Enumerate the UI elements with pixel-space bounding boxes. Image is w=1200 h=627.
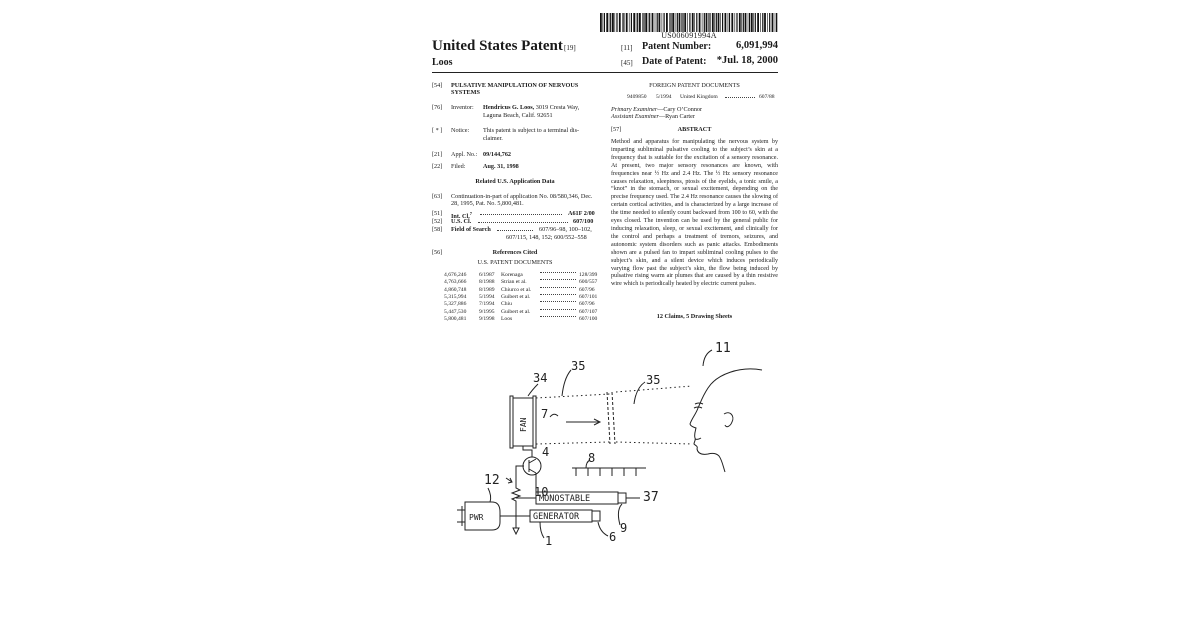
barcode-bar — [751, 13, 753, 32]
barcode-bar — [745, 13, 747, 32]
appl-label: Appl. No.: — [451, 151, 478, 158]
barcode-bar — [729, 13, 730, 32]
barcode-bar — [616, 13, 617, 32]
assistant-value: —Ryan Carter — [658, 113, 695, 120]
related-line1: Continuation-in-part of application No. 08/580,346, Dec. — [451, 193, 593, 200]
leader-35a — [562, 370, 571, 396]
barcode-bar — [629, 13, 630, 32]
ref-number: 5,800,481 — [444, 315, 467, 322]
ref-1: 1 — [545, 534, 553, 548]
field-code: [ * ] — [432, 127, 443, 134]
date-label: Date of Patent: — [642, 56, 707, 67]
barcode-bar — [767, 13, 768, 32]
barcode-bar — [606, 13, 608, 32]
ref-number: 4,676,246 — [444, 272, 467, 278]
ref-name: Guibert et al. — [501, 308, 531, 315]
barcode-bar — [679, 13, 681, 32]
barcode-bar — [720, 13, 721, 32]
field-code: [57] — [611, 126, 622, 133]
fan-wire — [523, 446, 532, 457]
ref-35a: 35 — [571, 359, 586, 373]
leader-35b — [634, 382, 645, 404]
barcode-bar — [609, 13, 610, 32]
monostable-knob — [618, 493, 626, 503]
search-value1: 607/96–98, 100–102, — [539, 226, 592, 233]
airflow-bottom — [536, 442, 692, 444]
ref-12: 12 — [484, 473, 500, 488]
ref-number: 5,315,994 — [444, 293, 467, 300]
ref-34: 34 — [533, 371, 548, 385]
resistor — [512, 484, 520, 504]
patent-drawing — [440, 332, 800, 557]
ref-class: 607/96 — [579, 286, 595, 293]
field-code: [58] — [432, 226, 443, 233]
barcode-bar — [643, 13, 644, 32]
field-code: [76] — [432, 104, 443, 111]
ear — [724, 413, 733, 427]
leader-34 — [528, 384, 538, 396]
ref-10: 10 — [534, 485, 549, 499]
intcl-label-text: Int. Cl. — [451, 213, 470, 221]
search-leader — [497, 226, 535, 233]
ref-date: 5/1994 — [479, 293, 495, 300]
head-profile — [690, 369, 762, 472]
foreign-cls: 607/88 — [759, 94, 775, 100]
reference-row — [444, 301, 598, 308]
notice-line1: This patent is subject to a terminal dis- — [483, 127, 580, 134]
brow — [695, 403, 703, 404]
fan-label: FAN — [519, 417, 528, 432]
generator-knob — [592, 511, 600, 521]
date-code: [45] — [621, 59, 633, 67]
reference-row — [444, 287, 598, 294]
invention-title-line1: PULSATIVE MANIPULATION OF NERVOUS — [451, 82, 579, 89]
barcode-bar — [681, 13, 682, 32]
barcode-bar — [612, 13, 614, 32]
barcode-bar — [642, 13, 643, 32]
barcode-bar — [753, 13, 754, 32]
reference-row — [444, 279, 598, 286]
barcode-bar — [652, 13, 654, 32]
ref-6: 6 — [609, 530, 617, 544]
assistant-examiner — [611, 113, 695, 120]
barcode-bar — [670, 13, 671, 32]
mouth — [695, 438, 701, 439]
barcode-bar — [645, 13, 647, 32]
ref-name: Strian et al. — [501, 279, 527, 286]
barcode-bar — [636, 13, 637, 32]
ref-class: 607/100 — [579, 315, 598, 322]
barcode-bar — [755, 13, 756, 32]
barcode-bar — [603, 13, 604, 32]
inventor-name: Hendricus G. Loos, — [483, 104, 535, 111]
barcode-bar — [687, 13, 688, 32]
leader-6 — [598, 522, 608, 536]
refs-heading: References Cited — [492, 249, 538, 256]
inventor-full — [483, 104, 579, 111]
barcode-bar — [639, 13, 641, 32]
ref-name: Korenaga — [501, 272, 523, 278]
barcode-bar — [714, 13, 715, 32]
airflow-top — [536, 386, 692, 398]
ref-class: 607/96 — [579, 301, 595, 308]
monostable-label: MONOSTABLE — [539, 494, 591, 504]
reference-row — [444, 294, 598, 301]
barcode-bar — [704, 13, 705, 32]
barcode-bar — [619, 13, 621, 32]
foreign-heading: FOREIGN PATENT DOCUMENTS — [649, 82, 740, 89]
barcode-bar — [675, 13, 676, 32]
barcode-bar — [626, 13, 628, 32]
barcode-bar — [739, 13, 741, 32]
barcode-bar — [631, 13, 632, 32]
ref-class: 128/399 — [579, 272, 598, 278]
barcode-bar — [706, 13, 708, 32]
barcode-bar — [735, 13, 736, 32]
header-divider — [432, 72, 778, 73]
barcode-bar — [692, 13, 694, 32]
field-code: [51] — [432, 210, 443, 217]
appl-value: 09/144,762 — [483, 151, 512, 158]
ref-name: Loos — [501, 315, 513, 322]
ref-date: 9/1995 — [479, 308, 495, 315]
barcode-bar — [604, 13, 605, 32]
field-code: [21] — [432, 151, 443, 158]
barcode-bar — [694, 13, 695, 32]
ref-4: 4 — [542, 445, 550, 459]
plug-prongs — [457, 506, 465, 526]
invention-title-line2: SYSTEMS — [451, 89, 480, 96]
barcode-bar — [772, 13, 774, 32]
barcode-bar — [699, 13, 701, 32]
ref-date: 6/1987 — [479, 272, 495, 278]
barcode-bar — [696, 13, 697, 32]
uscl-label: U.S. Cl. — [451, 218, 472, 225]
barcode-bar — [655, 13, 656, 32]
intcl-sup: 7 — [469, 211, 472, 216]
barcode-bar — [749, 13, 750, 32]
barcode-bar — [760, 13, 761, 32]
ref-9: 9 — [620, 521, 628, 535]
barcode-bar — [648, 13, 649, 32]
barcode-bar — [615, 13, 616, 32]
flow-arrow — [550, 414, 600, 425]
barcode-bar — [649, 13, 650, 32]
barcode-bar — [725, 13, 727, 32]
field-code: [56] — [432, 249, 443, 256]
barcode-bar — [762, 13, 763, 32]
barcode-bar — [728, 13, 729, 32]
leader-1 — [540, 522, 544, 538]
ref-number: 5,327,886 — [444, 301, 467, 308]
ref-8: 8 — [588, 451, 596, 465]
inventor-address1: 3019 Cresta Way, — [535, 104, 580, 111]
pulse-train — [572, 468, 646, 476]
barcode-bar — [716, 13, 717, 32]
barcode-bar — [664, 13, 665, 32]
refs-subheading: U.S. PATENT DOCUMENTS — [477, 259, 553, 266]
ref-number: 4,763,666 — [444, 279, 467, 286]
barcode-bar — [708, 13, 709, 32]
ref-11: 11 — [715, 341, 731, 356]
barcode-bar — [775, 13, 776, 32]
field-code: [63] — [432, 193, 443, 200]
ref-37: 37 — [643, 490, 659, 505]
barcode-bar — [633, 13, 635, 32]
barcode-bar — [769, 13, 770, 32]
intcl-value: A61F 2/00 — [568, 210, 595, 217]
patent-number-code: [11] — [621, 44, 633, 52]
intcl-leader — [480, 210, 564, 217]
leader-11 — [703, 350, 712, 366]
inventor-label: Inventor: — [451, 104, 474, 111]
notice-line2: claimer. — [483, 135, 503, 142]
barcode-bar — [712, 13, 714, 32]
fan-bracket-right — [533, 396, 536, 448]
barcode-bar — [657, 13, 658, 32]
abstract-heading: ABSTRACT — [677, 126, 712, 133]
title-code: [19] — [564, 44, 576, 52]
reference-row — [444, 316, 598, 323]
field-code: [52] — [432, 218, 443, 225]
barcode-bar — [764, 13, 766, 32]
patent-number: 6,091,994 — [736, 40, 778, 51]
barcode-bar — [743, 13, 744, 32]
barcode-bar — [600, 13, 602, 32]
barcode-bar — [722, 13, 723, 32]
patent-number-label: Patent Number: — [642, 41, 712, 52]
barcode-bar — [666, 13, 668, 32]
barcode-bar — [748, 13, 749, 32]
field-code: [54] — [432, 82, 443, 89]
filed-value: Aug. 31, 1998 — [483, 163, 519, 170]
ref-date: 8/1989 — [479, 286, 495, 293]
foreign-country: United Kingdom — [680, 94, 718, 100]
related-heading: Related U.S. Application Data — [475, 178, 555, 185]
barcode-bar — [709, 13, 710, 32]
reference-row — [444, 309, 598, 316]
ref-name: Guibert et al. — [501, 293, 531, 300]
airflow-break — [607, 392, 615, 444]
primary-value: —Cary O’Connor — [657, 106, 703, 113]
barcode-bar — [702, 13, 703, 32]
barcode-bar — [610, 13, 611, 32]
wiring — [506, 478, 536, 534]
leader-12 — [488, 488, 491, 502]
ref-name: Chiu — [501, 301, 512, 308]
ref-class: 607/107 — [579, 308, 598, 315]
barcode-bar — [623, 13, 624, 32]
barcode-bar — [682, 13, 683, 32]
barcode-bar — [731, 13, 733, 32]
header-inventor: Loos — [432, 57, 453, 68]
pwr-label: PWR — [469, 513, 484, 522]
ref-number: 4,860,748 — [444, 286, 467, 293]
foreign-leader — [725, 94, 757, 100]
foreign-date: 5/1994 — [656, 94, 672, 100]
ref-date: 7/1994 — [479, 301, 495, 308]
barcode-bar — [677, 13, 678, 32]
transistor — [523, 457, 541, 475]
barcode-bar — [684, 13, 686, 32]
barcode-bar — [672, 13, 674, 32]
barcode-bar — [718, 13, 720, 32]
ref-date: 8/1988 — [479, 279, 495, 286]
search-value2: 607/115, 148, 152; 600/552–558 — [506, 234, 587, 241]
filed-label: Filed: — [451, 163, 466, 170]
barcode-bar — [736, 13, 737, 32]
uscl-value: 607/100 — [573, 218, 594, 225]
ref-class: 600/557 — [579, 279, 598, 286]
foreign-num: 9409850 — [627, 94, 647, 100]
primary-label: Primary Examiner — [611, 106, 658, 113]
barcode-bar — [637, 13, 638, 32]
fan-bracket-left — [510, 396, 513, 448]
uscl-leader — [478, 218, 570, 225]
barcode-bar — [669, 13, 670, 32]
reference-row — [444, 272, 598, 279]
barcode-bar — [662, 13, 663, 32]
ref-date: 9/1998 — [479, 315, 495, 322]
field-code: [22] — [432, 163, 443, 170]
related-line2: 28, 1995, Pat. No. 5,800,481. — [451, 200, 524, 207]
ref-number: 5,447,530 — [444, 308, 467, 315]
ref-class: 607/101 — [579, 293, 598, 300]
barcode-bar — [741, 13, 742, 32]
claims-line: 12 Claims, 5 Drawing Sheets — [656, 313, 733, 320]
search-label: Field of Search — [451, 226, 491, 233]
barcode-bar — [757, 13, 759, 32]
patent-date: *Jul. 18, 2000 — [716, 55, 778, 66]
ref-7: 7 — [541, 407, 549, 421]
ref-35b: 35 — [646, 373, 661, 387]
barcode-bar — [689, 13, 690, 32]
ref-name: Chiurco et al. — [501, 286, 532, 293]
notice-label: Notice: — [451, 127, 470, 134]
barcode — [600, 13, 778, 32]
barcode-number: US006091994A — [661, 31, 717, 40]
assistant-label: Assistant Examiner — [611, 113, 659, 120]
barcode-bar — [659, 13, 661, 32]
barcode-bar — [622, 13, 623, 32]
transistor-leads — [516, 459, 536, 484]
abstract-text: Method and apparatus for manipulating the nervous system by imparting subliminal pulsative cooling to the subject’s skin at a frequency that is suitable for the excitation of a sensory resonance. At present, two major sensory resonances are known, with frequencies near ½ Hz and 2.4 Hz. The ½ Hz sensory resonance causes relaxation, sleepiness, ptosis of the eyelids, a tonic smile, a “knot” in the stomach, or sexual excitement, depending on the precise frequency used. The 2.4 Hz resonance causes the slowing of certain cortical activities, and is characterized by a large increase of the time needed to silently count backward from 100 to 60, with the eyes closed. The invention can be used by the general public for inducing relaxation, sleep, or sexual excitement, and clinically for the control and perhaps a treatment of tremors, seizures, and autonomic system disorders such as panic attacks. Embodiments shown are a pulsed fan to impart subliminal cooling pulses to the subject’s skin, and a silent device which induces periodically varying flow past the subject’s skin, the flow being induced by pulsative rising warm air plumes that are caused by a thin resistive wire which is periodically heated by electric current pulses. — [611, 139, 778, 288]
inventor-address2: Laguna Beach, Calif. 92651 — [483, 112, 553, 119]
generator-label: GENERATOR — [533, 512, 580, 522]
barcode-bar — [776, 13, 777, 32]
patent-office-title: United States Patent — [432, 38, 563, 54]
